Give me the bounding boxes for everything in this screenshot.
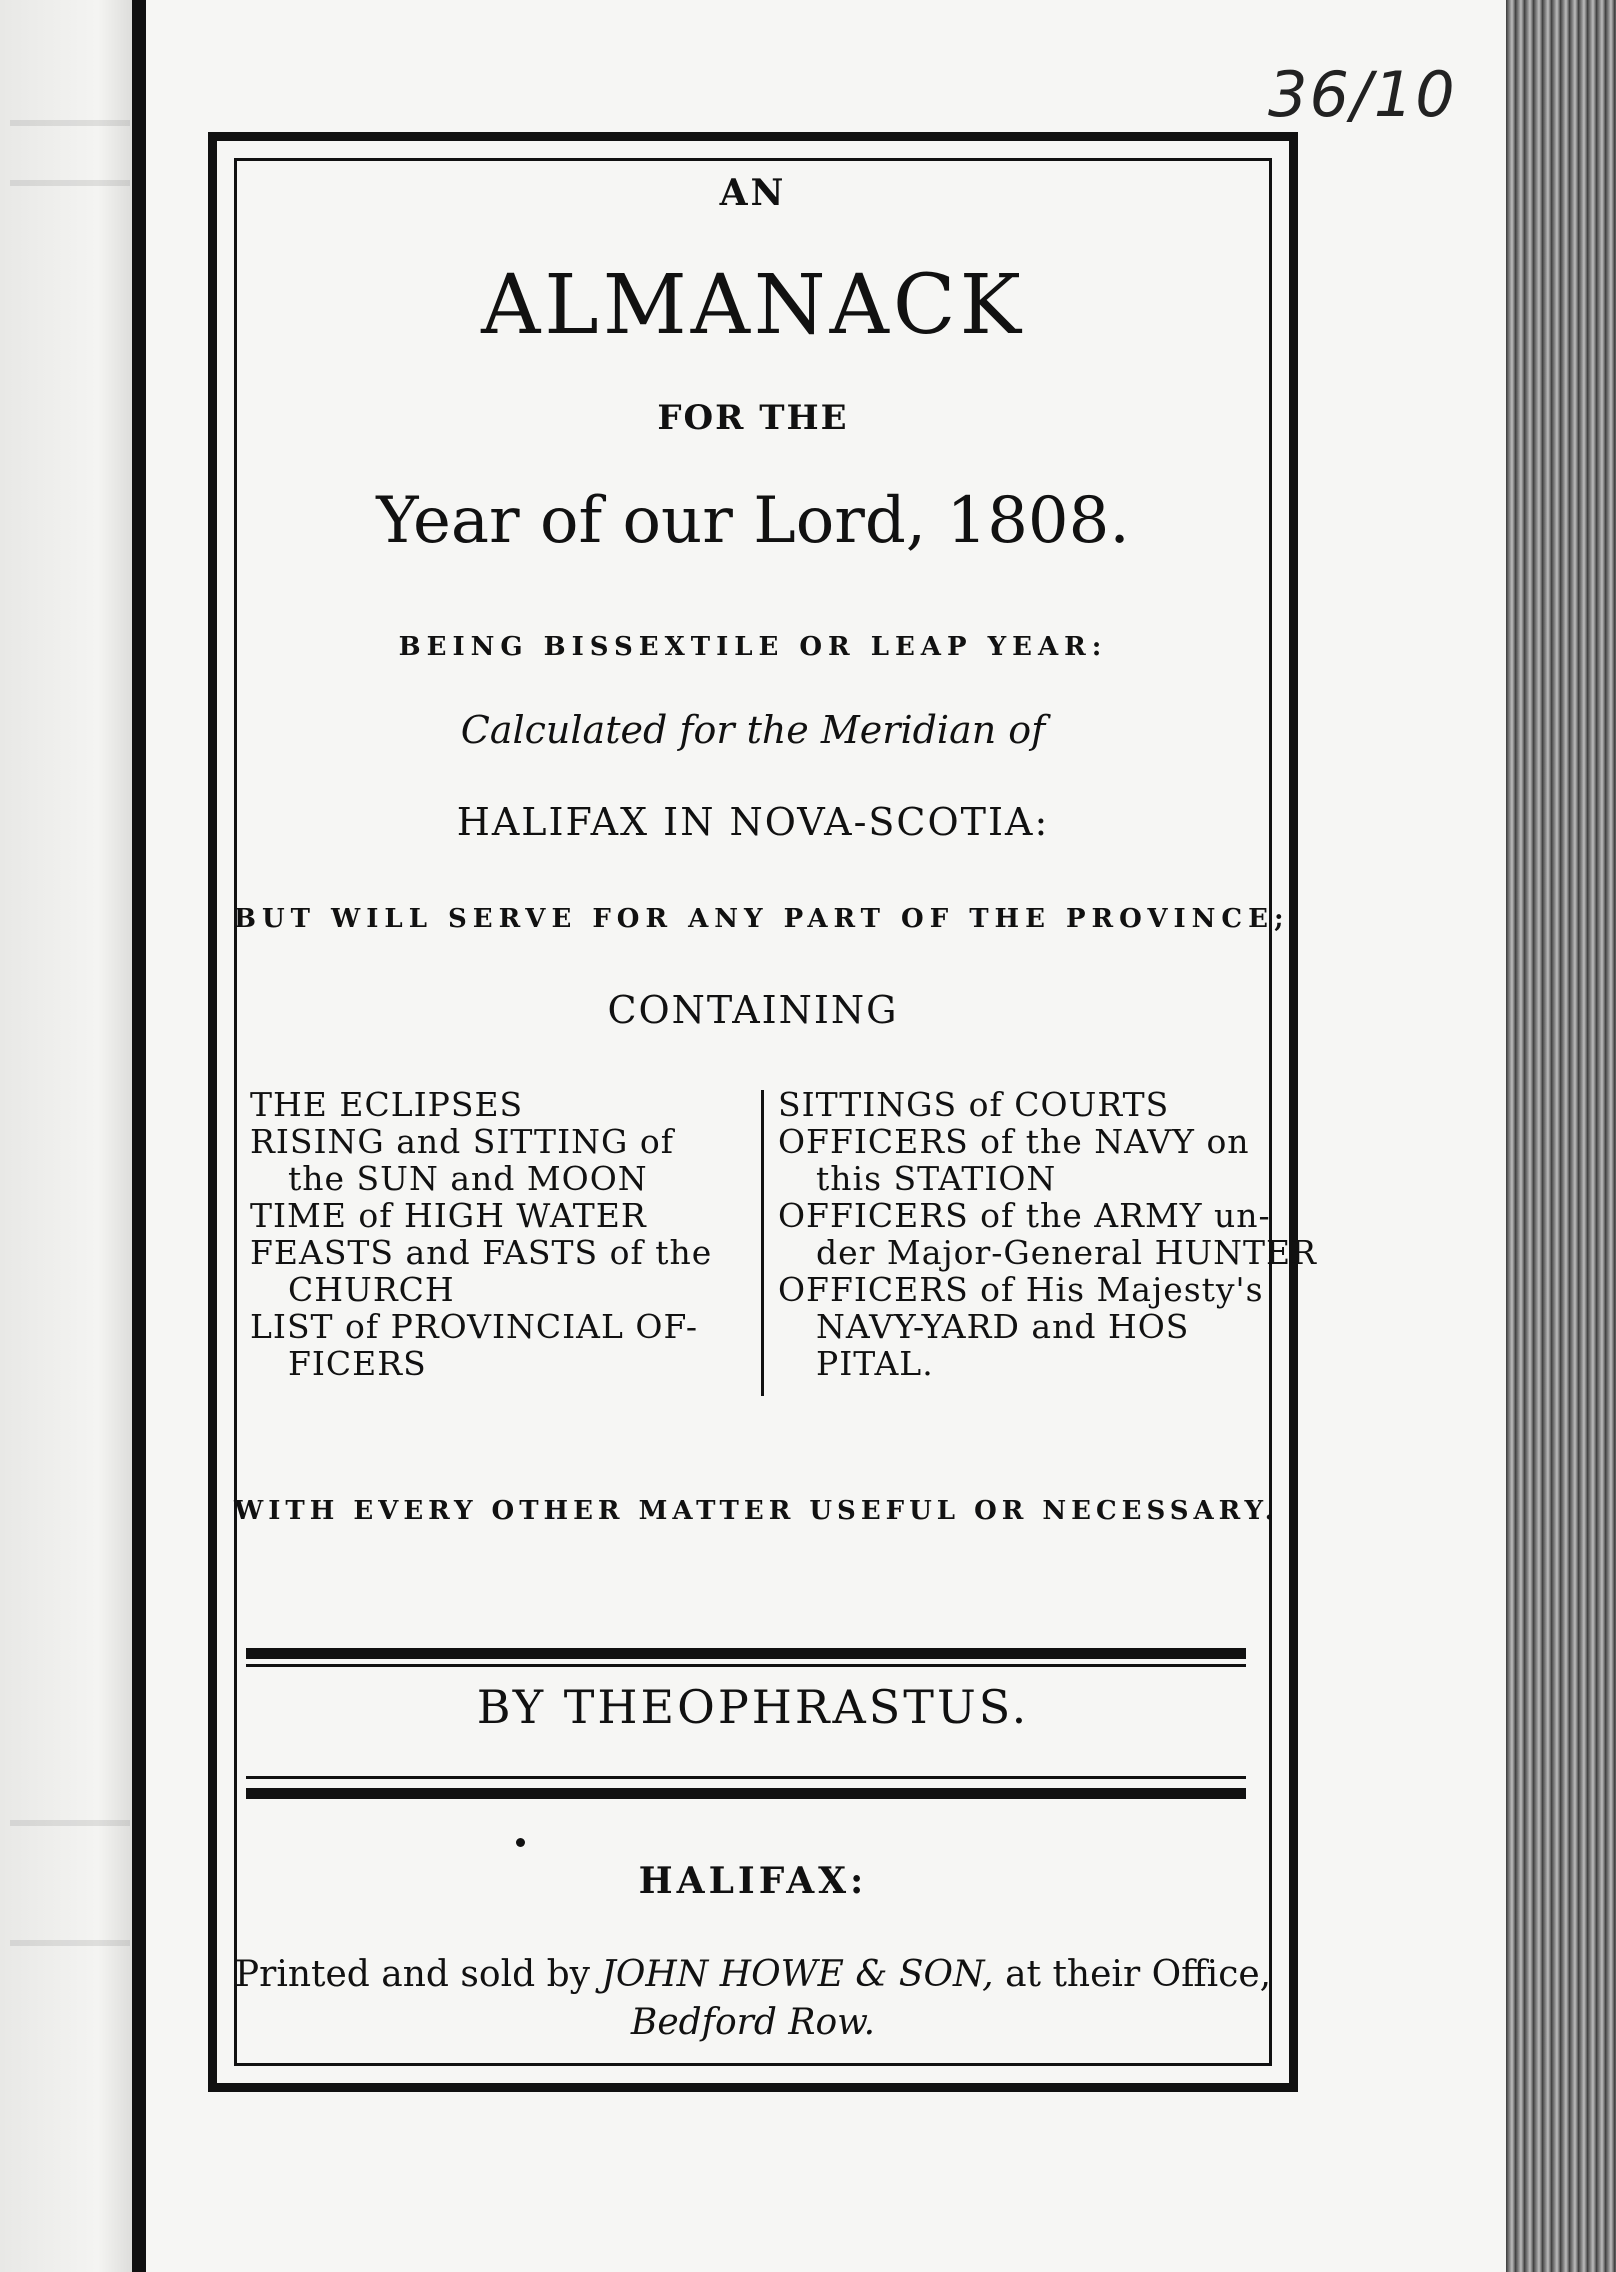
contents-item: LIST of PROVINCIAL OF- (250, 1307, 699, 1346)
contents-item: NAVY-YARD and HOS (816, 1307, 1190, 1346)
meridian-line: Calculated for the Meridian of (460, 708, 1046, 752)
contents-left-column (250, 1086, 755, 1382)
title-main: ALMANACK (481, 258, 1025, 353)
contents-item: CHURCH (288, 1270, 455, 1309)
title-article: AN (719, 172, 787, 214)
contents-item: this STATION (816, 1159, 1057, 1198)
book-gutter (132, 0, 146, 2272)
containing-heading: CONTAINING (607, 988, 899, 1032)
author-line: BY THEOPHRASTUS. (476, 1680, 1030, 1734)
contents-item: der Major-General HUNTER (816, 1233, 1317, 1272)
rule-thin-bottom (246, 1776, 1246, 1779)
rule-thick-top (246, 1648, 1246, 1659)
contents-item: the SUN and MOON (288, 1159, 648, 1198)
handwritten-catalog-number: 36/10 (1268, 58, 1457, 131)
province-line: BUT WILL SERVE FOR ANY PART OF THE PROVINCE; (234, 904, 1290, 934)
contents-item: PITAL. (816, 1344, 934, 1383)
title-for-the: FOR THE (657, 398, 849, 438)
location-line: HALIFAX IN NOVA-SCOTIA: (456, 800, 1050, 844)
contents-right-column (778, 1085, 1317, 1383)
imprint-place: HALIFAX: (638, 1860, 868, 1902)
contents-item: THE ECLIPSES (250, 1085, 524, 1124)
title-year-line: Year of our Lord, 1808. (376, 484, 1130, 558)
rule-thin-top (246, 1664, 1246, 1667)
rule-thick-bottom (246, 1788, 1246, 1799)
useful-matter-line: WITH EVERY OTHER MATTER USEFUL OR NECESSARY. (234, 1496, 1279, 1526)
contents-item: TIME of HIGH WATER (250, 1196, 647, 1235)
imprint-address: Bedford Row. (630, 2002, 876, 2043)
contents-item: RISING and SITTING of (250, 1122, 674, 1161)
contents-item: FEASTS and FASTS of the (250, 1233, 713, 1272)
printer-dot (516, 1838, 525, 1847)
contents-item: OFFICERS of the NAVY on (778, 1122, 1250, 1161)
contents-item: OFFICERS of the ARMY un- (778, 1196, 1271, 1235)
contents-item: FICERS (288, 1344, 427, 1383)
contents-item: OFFICERS of His Majesty's (778, 1270, 1264, 1309)
contents-column-divider (761, 1090, 764, 1396)
book-fore-edge (1506, 0, 1616, 2272)
leap-year-line: BEING BISSEXTILE OR LEAP YEAR: (398, 632, 1108, 662)
imprint-line: Printed and sold by JOHN HOWE & SON, at their Office, (234, 1954, 1272, 1995)
contents-item: SITTINGS of COURTS (778, 1085, 1170, 1124)
facing-page-edge (0, 0, 140, 2272)
